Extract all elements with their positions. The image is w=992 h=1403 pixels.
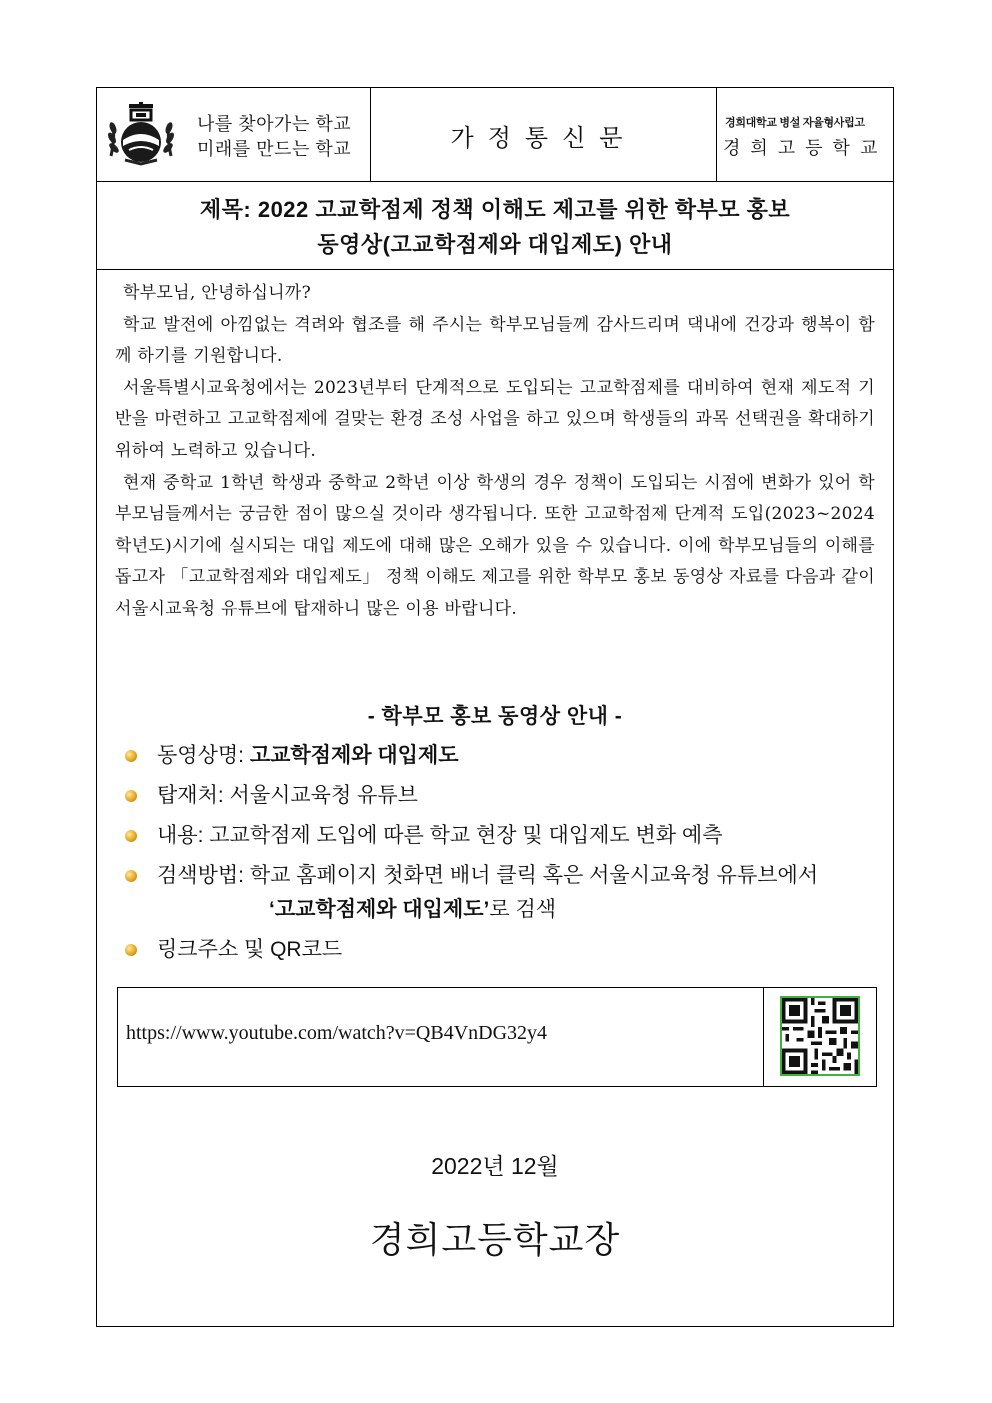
paragraph-1: 학교 발전에 아낌없는 격려와 협조를 해 주시는 학부모님들께 감사드리며 댁내에 건강과 행복이 함께 하기를 기원합니다. [115, 314, 875, 367]
letterhead-school-cell [717, 88, 893, 181]
greeting: 학부모님, 안녕하십니까? [123, 283, 312, 303]
letter-body [115, 278, 875, 626]
search-keyword: ‘고교학점제와 대입제도’ [269, 898, 490, 921]
bullet-icon [125, 870, 137, 882]
search-label: 검색방법: [157, 864, 250, 887]
bullet-icon [125, 750, 137, 762]
letterhead [97, 88, 893, 182]
content-label: 내용: [157, 824, 210, 847]
location-value: 서울시교육청 유튜브 [229, 784, 418, 807]
document-title [97, 182, 893, 270]
qr-cell [763, 988, 876, 1086]
motto-line-2: 미래를 만드는 학교 [197, 139, 352, 159]
document-type: 가정통신문 [450, 125, 637, 152]
principal-signature: 경희고등학교장 [369, 1219, 621, 1260]
bullet-icon [125, 944, 137, 956]
motto-line-1: 나를 찾아가는 학교 [197, 114, 352, 134]
search-tail: 로 검색 [489, 898, 557, 921]
location-label: 탑재처: [157, 784, 230, 807]
qr-code-icon[interactable] [780, 996, 860, 1076]
content-value: 고교학점제 도입에 따른 학교 현장 및 대입제도 변화 예측 [209, 824, 723, 847]
letterhead-doc-type-cell [371, 88, 717, 181]
school-name: 경희고등학교 [723, 138, 888, 158]
video-guide-heading: - 학부모 홍보 동영상 안내 - [367, 705, 623, 728]
paragraph-2: 서울특별시교육청에서는 2023년부터 단계적으로 도입되는 고교학점제를 대비하여 현재 제도적 기반을 마련하고 고교학점제에 걸맞는 환경 조성 사업을 하고 있으며 학생들의 과목 선택권을 확대하기 위하여 노력하고 있습니다. [115, 377, 875, 461]
school-motto [197, 112, 351, 162]
list-item-video-name [123, 742, 883, 770]
list-item-link [123, 936, 883, 964]
bullet-icon [125, 830, 137, 842]
video-name-label: 동영상명: [157, 744, 250, 767]
video-info-list [123, 742, 883, 976]
video-link-url[interactable]: https://www.youtube.com/watch?v=QB4VnDG32y4 [126, 1022, 548, 1044]
list-item-search [123, 862, 883, 924]
title-line-1: 제목: 2022 고교학점제 정책 이해도 제고를 위한 학부모 홍보 [199, 197, 791, 222]
issue-date: 2022년 12월 [431, 1153, 559, 1179]
video-name-value: 고교학점제와 대입제도 [249, 744, 459, 767]
title-line-2: 동영상(고교학점제와 대입제도) 안내 [317, 232, 673, 257]
school-subtitle: 경희대학교 병설 자율형사립고 [725, 117, 865, 129]
list-item-location [123, 782, 883, 810]
bullet-icon [125, 790, 137, 802]
search-value: 학교 홈페이지 첫화면 배너 클릭 혹은 서울시교육청 유튜브에서 [249, 864, 819, 887]
school-emblem-icon [105, 102, 177, 166]
search-continuation [157, 896, 883, 924]
letterhead-motto-cell [97, 88, 371, 181]
list-item-content [123, 822, 883, 850]
paragraph-3: 현재 중학교 1학년 학생과 중학교 2학년 이상 학생의 경우 정책이 도입되는 시점에 변화가 있어 학부모님들께서는 궁금한 점이 많으실 것이라 생각됩니다. 또한 고교학점제 단계적 도입(2023~2024학년도)시기에 실시되는 대입 제도에 대해 많은 오해가 있을 수 있습니다. 이에 학부모님들의 이해를 돕고자 「고교학점제와 대입제도」 정책 이해도 제고를 위한 학부모 홍보 동영상 자료를 다음과 같이 서울시교육청 유튜브에 탑재하니 많은 이용 바랍니다. [115, 472, 875, 619]
link-label: 링크주소 및 QR코드 [157, 938, 343, 961]
link-table [117, 987, 877, 1087]
document-frame [96, 87, 894, 1327]
